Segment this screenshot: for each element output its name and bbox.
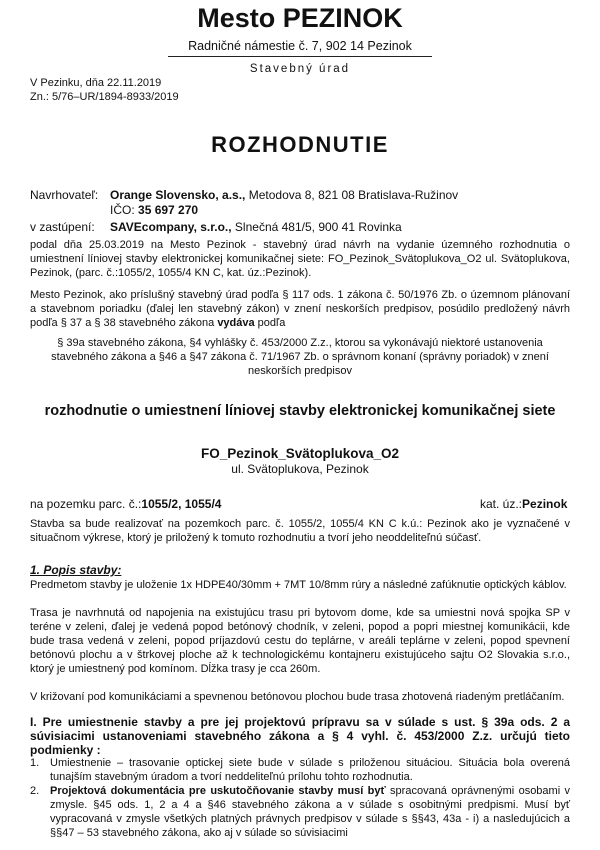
condition-text: spracovaná oprávnenými osobami v zmysle. §45 ods. 1, 2 a 4 a §46 stavebného zákona a v súlade s osobitnými predpismi. Musí byť vypracovaná v zmysle všetkých platných právnych predpisov v súlade s §§43, 43a - i) a nasledujúcich a §§47 – 53 stavebného zákona, ako aj v súlade so súvisiacimi — [50, 785, 570, 839]
agent-address: Slnečná 481/5, 900 41 Rovinka — [231, 220, 402, 234]
city-title: Mesto PEZINOK — [197, 3, 403, 33]
applicant — [110, 188, 458, 202]
condition-number: 2. — [30, 785, 40, 797]
place-date: V Pezinku, dňa 22.11.2019 — [30, 77, 162, 89]
description-p3: V križovaní pod komunikáciami a spevnenou betónovou plochou bude trasa zhotovená riadeným pretláčaním. — [30, 691, 565, 703]
cadastral-label: kat. úz.: — [480, 497, 523, 511]
parcel — [30, 497, 221, 511]
parcel-value: 1055/2, 1055/4 — [141, 497, 222, 511]
condition-body — [50, 784, 570, 840]
authority-paragraph — [30, 288, 570, 330]
agent — [110, 220, 402, 234]
condition-bold: Projektová dokumentácia pre uskutočňovanie stavby musí byť — [50, 785, 386, 797]
decision-title: rozhodnutie o umiestnení líniovej stavby elektronickej komunikačnej siete — [44, 403, 556, 419]
cadastral-value: Pezinok — [522, 497, 568, 511]
agent-label: v zastúpení: — [30, 220, 95, 234]
authority-text: Mesto Pezinok, ako príslušný stavebný úrad podľa § 117 ods. 1 zákona č. 50/1976 Zb. o územnom plánovaní a stavebnom poriadku (ďalej len stavebný zákon) v znení neskorších predpisov, posúdilo predložený návrh podľa § 37 a § 38 stavebného zákona — [30, 289, 570, 329]
authority-tail: podľa — [254, 317, 286, 329]
condition-text: Umiestnenie – trasovanie optickej siete bude v súlade s priloženou situáciou. Situácia bola overená tunajším stavebným úradom a tvorí neddeliteľnú prílohu tohto rozhodnutia. — [50, 757, 570, 783]
condition-number: 1. — [30, 757, 40, 769]
section-heading-description — [30, 563, 121, 577]
condition-item — [30, 756, 570, 784]
condition-item — [30, 784, 570, 840]
applicant-name: Orange Slovensko, a.s., — [110, 188, 246, 202]
office-name: Stavebný úrad — [249, 63, 351, 75]
ico-label: IČO: — [110, 203, 139, 217]
section-heading-text: 1. Popis stavby: — [30, 563, 122, 577]
applicant-address: Metodova 8, 821 08 Bratislava-Ružinov — [245, 188, 459, 202]
city-address: Radničné námestie č. 7, 902 14 Pezinok — [188, 39, 412, 53]
project-street: ul. Svätoplukova, Pezinok — [231, 462, 369, 476]
ico-value: 35 697 270 — [138, 203, 199, 217]
agent-name: SAVEcompany, s.r.o., — [110, 220, 232, 234]
parcel-label: na pozemku parc. č.: — [30, 497, 142, 511]
legal-basis-paragraph: § 39a stavebného zákona, §4 vyhlášky č. 453/2000 Z.z., ktorou sa vykonávajú niektoré ustanovenia stavebného zákona a §46 a §47 zákona č. 71/1967 Zb. o správnom konaní (správny poriadok) v znení neskorších predpisov — [51, 337, 549, 377]
project-name: FO_Pezinok_Svätoplukova_O2 — [200, 446, 400, 461]
document-title: ROZHODNUTIE — [211, 132, 389, 157]
ico — [110, 203, 198, 217]
conditions-heading: I. Pre umiestnenie stavby a pre jej projektovú prípravu sa v súlade s ust. § 39a ods. 2 a súvisiacimi ustanoveniami stavebného zákona a § 4 vyhl. č. 453/2000 Z.z. určujú tieto podmienky : — [30, 715, 570, 757]
description-p1: Predmetom stavby je uloženie 1x HDPE40/30mm + 7MT 10/8mm rúry a následné zafúknutie optických káblov. — [30, 579, 567, 591]
location-paragraph: Stavba sa bude realizovať na pozemkoch parc. č. 1055/2, 1055/4 KN C k.ú.: Pezinok ako je vyznačené v situačnom výkrese, ktorý je priložený k tomuto rozhodnutiu a tvorí jeho neoddeliteľnú súčasť. — [30, 518, 570, 544]
description-p2: Trasa je navrhnutá od napojenia na existujúcu trasu pri bytovom dome, kde sa umiestni nová spojka SP v teréne v zeleni, ďalej je vedená popod betónový chodník, v zeleni, popod a popri miestnej komunikácii, kde bude trasa vedená v zeleni, popod príjazdovú cestu do teplárne, v areáli teplárne v zeleni, popod spevnení betónovú plochu a v štrkovej ploche až k technologickému kontajneru existujúceho sajtu O2 Slovakia s.r.o., ktorý je umiestnený pod komínom. Dĺžka trasy je cca 260m. — [30, 607, 570, 675]
applicant-label: Navrhovateľ: — [30, 188, 99, 202]
header-divider — [168, 56, 432, 57]
cadastral-area — [480, 497, 567, 511]
authority-verb: vydáva — [217, 317, 255, 329]
file-number: Zn.: 5/76–UR/1894-8933/2019 — [30, 91, 179, 103]
proposal-paragraph: podal dňa 25.03.2019 na Mesto Pezinok - stavebný úrad návrh na vydanie územného rozhodnutia o umiestnení líniovej stavby elektronickej komunikačnej siete: FO_Pezinok_Svätoplukova_O2 ul. Svätoplukova, Pezinok, (parc. č.:1055/2, 1055/4 KN C, kat. úz.:Pezinok). — [30, 239, 570, 279]
